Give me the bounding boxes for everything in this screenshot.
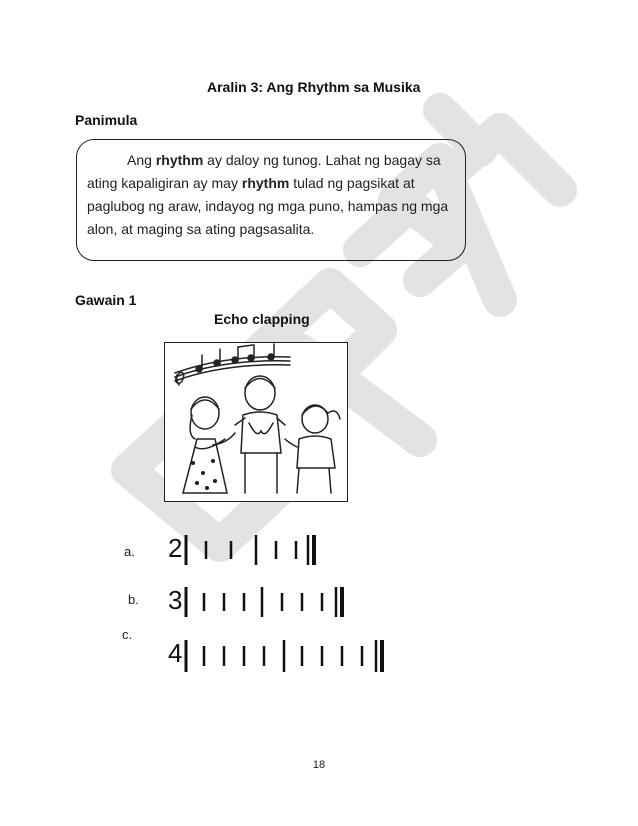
lesson-title: Aralin 3: Ang Rhythm sa Musika	[207, 79, 421, 95]
rhythm-pattern-a	[184, 533, 324, 567]
intro-text-part1: Ang	[127, 152, 156, 168]
children-clapping-icon	[165, 343, 346, 500]
time-signature-c: 4	[168, 638, 183, 668]
section-heading-intro: Panimula	[75, 112, 138, 128]
time-signature-a: 2	[168, 533, 183, 563]
activity-heading: Gawain 1	[75, 292, 137, 308]
page-number: 18	[312, 759, 326, 771]
intro-text-part3: tulad ng pagsikat at paglubog ng araw, indayog ng mga puno, hampas ng mga alon, at maging sa ating pagsasalita.	[87, 175, 449, 237]
rhythm-pattern-c	[184, 638, 394, 674]
exercise-label-a: a.	[124, 544, 135, 559]
intro-text-box	[76, 139, 466, 261]
intro-text-part2: ay daloy ng tunog. Lahat ng bagay sa ating kapaligiran ay may	[87, 152, 441, 191]
intro-keyword-rhythm-1: rhythm	[155, 152, 204, 168]
exercise-label-b: b.	[128, 592, 139, 607]
rhythm-pattern-b	[184, 585, 354, 619]
activity-title: Echo clapping	[214, 311, 310, 327]
exercise-label-c: c.	[122, 627, 133, 642]
intro-keyword-rhythm-2: rhythm	[241, 175, 290, 191]
time-signature-b: 3	[168, 585, 183, 615]
children-clapping-illustration	[164, 342, 348, 502]
